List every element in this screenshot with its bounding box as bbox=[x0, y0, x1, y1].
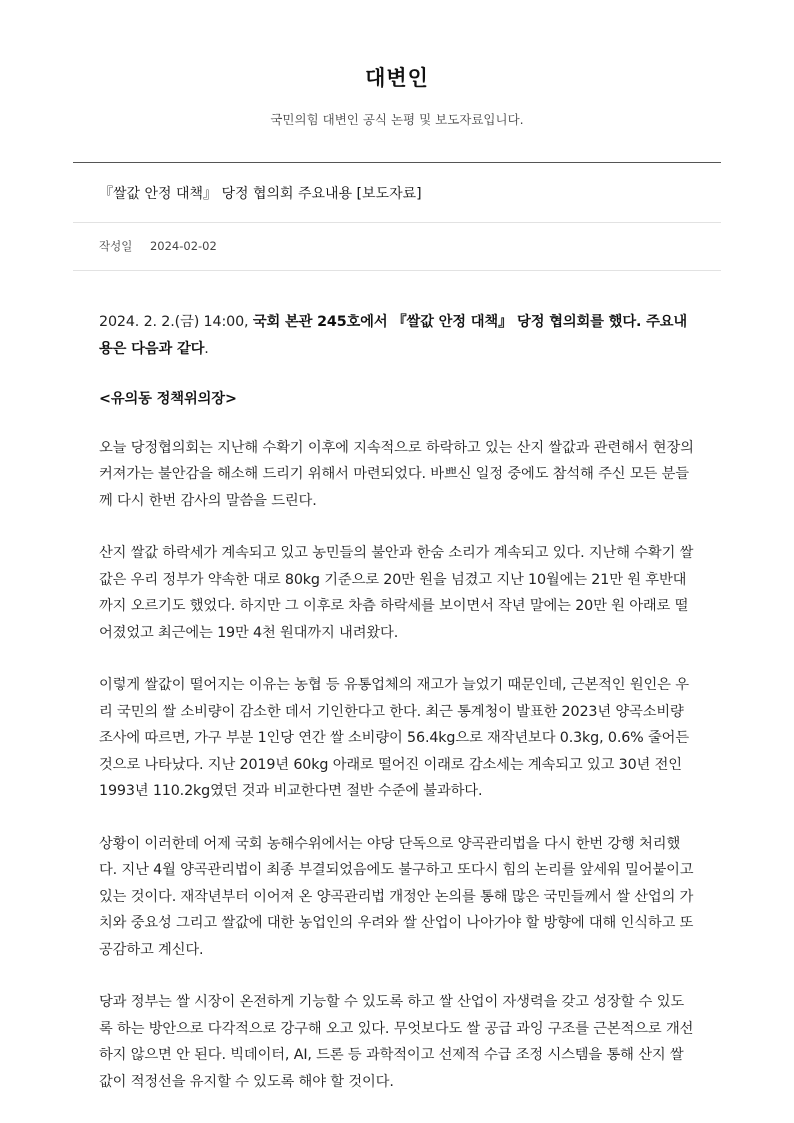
body-paragraph: 이렇게 쌀값이 떨어지는 이유는 농협 등 유통업체의 재고가 늘었기 때문인데, 근본적인 원인은 우리 국민의 쌀 소비량이 감소한 데서 기인한다고 한다. 최근 통계청이 발표한 2023년 양곡소비량 조사에 따르면, 가구 부분 1인당 연간 쌀 소비량이 56.4kg으로 재작년보다 0.3kg, 0.6% 줄어든 것으로 나타났다. 지난 2019년 60kg 아래로 떨어진 이래로 감소세는 계속되고 있고 30년 전인 1993년 110.2kg였던 것과 비교한다면 절반 수준에 불과하다. bbox=[99, 677, 689, 799]
article-body bbox=[73, 271, 721, 1095]
lead-summary: 국회 본관 245호에서 『쌀값 안정 대책』 당정 협의회를 했다. 주요내용은 다음과 같다 bbox=[99, 314, 688, 357]
article bbox=[73, 162, 721, 1121]
article-title: 『쌀값 안정 대책』 당정 협의회 주요내용 [보도자료] bbox=[73, 163, 721, 223]
body-paragraph: 오늘 당정협의회는 지난해 수확기 이후에 지속적으로 하락하고 있는 산지 쌀값과 관련해서 현장의 커져가는 불안감을 해소해 드리기 위해서 마련되었다. 바쁘신 일정 중에도 참석해 주신 모든 분들께 다시 한번 감사의 말씀을 드린다. bbox=[99, 439, 694, 509]
article-meta bbox=[73, 223, 721, 271]
lead-paragraph bbox=[99, 309, 695, 362]
site-description: 국민의힘 대변인 공식 논평 및 보도자료입니다. bbox=[270, 112, 524, 127]
date-label: 작성일 bbox=[99, 239, 133, 253]
speaker-heading: <유의동 정책위의장> bbox=[99, 391, 237, 407]
body-paragraph: 상황이 이러한데 어제 국회 농해수위에서는 야당 단독으로 양곡관리법을 다시 한번 강행 처리했다. 지난 4월 양곡관리법이 최종 부결되었음에도 불구하고 또다시 힘의 논리를 앞세워 밀어붙이고 있는 것이다. 재작년부터 이어져 온 양곡관리법 개정안 논의를 통해 많은 국민들께서 쌀 산업의 가치와 중요성 그리고 쌀값에 대한 농업인의 우려와 쌀 산업이 나아가야 할 방향에 대해 인식하고 또 공감하고 계신다. bbox=[99, 835, 694, 958]
body-paragraph: 산지 쌀값 하락세가 계속되고 있고 농민들의 불안과 한숨 소리가 계속되고 있다. 지난해 수확기 쌀값은 우리 정부가 약속한 대로 80kg 기준으로 20만 원을 넘겼고 지난 10월에는 21만 원 후반대까지 오르기도 했었다. 하지만 그 이후로 차츰 하락세를 보이면서 작년 말에는 20만 원 아래로 떨어졌었고 최근에는 19만 4천 원대까지 내려왔다. bbox=[99, 545, 694, 641]
lead-end: . bbox=[204, 340, 209, 357]
article-date: 2024-02-02 bbox=[149, 239, 217, 253]
site-header bbox=[0, 0, 794, 128]
lead-datetime: 2024. 2. 2.(금) 14:00, bbox=[99, 314, 253, 330]
site-title[interactable]: 대변인 bbox=[365, 66, 429, 90]
body-paragraph: 당과 정부는 쌀 시장이 온전하게 기능할 수 있도록 하고 쌀 산업이 자생력을 갖고 성장할 수 있도록 하는 방안으로 다각적으로 강구해 오고 있다. 무엇보다도 쌀 공급 과잉 구조를 근본적으로 개선하지 않으면 안 된다. 빅데이터, AI, 드론 등 과학적이고 선제적 수급 조정 시스템을 통해 산지 쌀값이 적정선을 유지할 수 있도록 해야 할 것이다. bbox=[99, 994, 694, 1090]
